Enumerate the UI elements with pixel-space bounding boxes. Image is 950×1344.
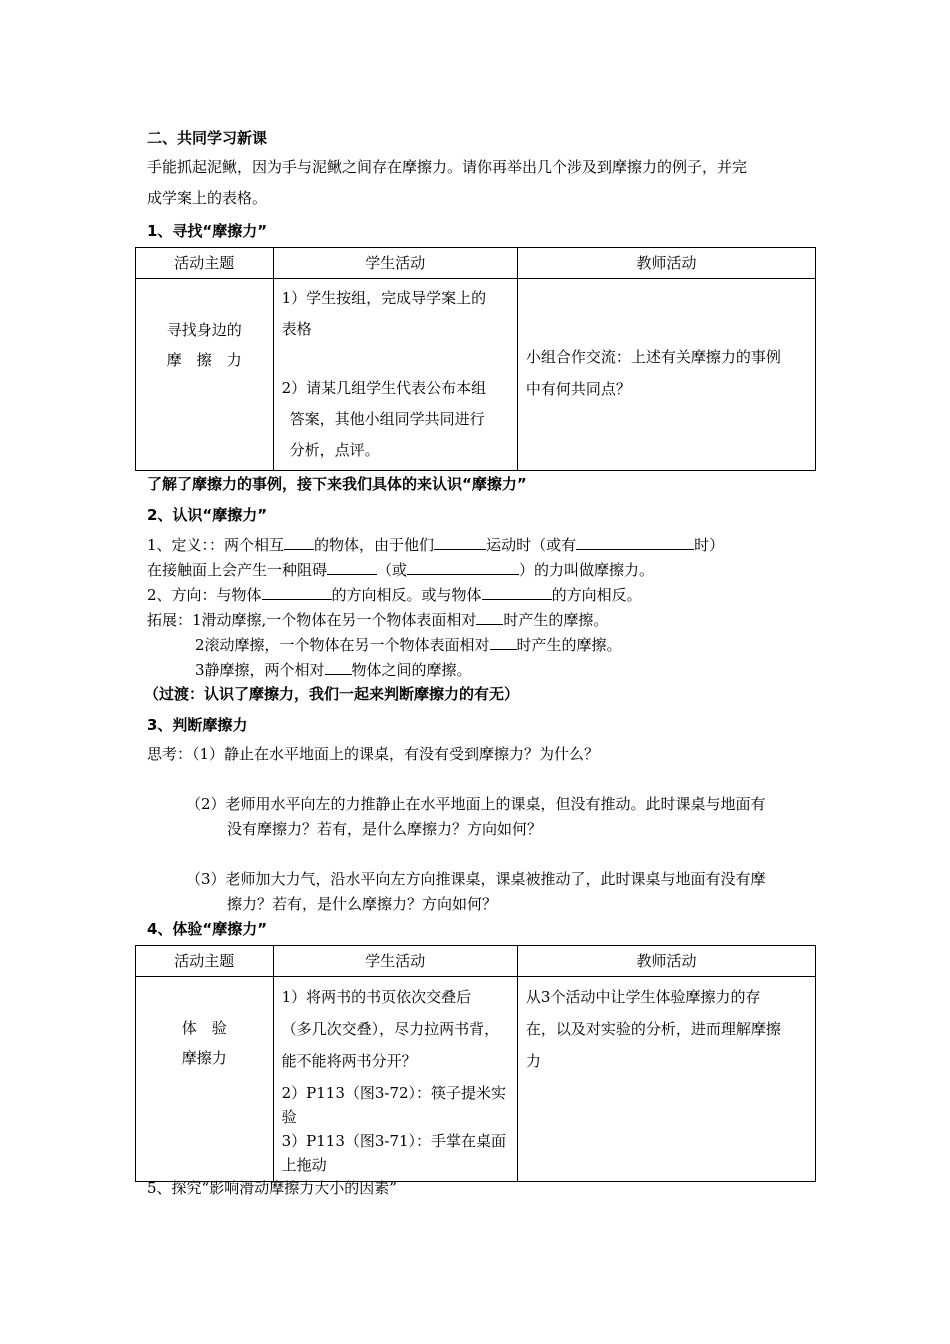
table1-student-1b: 表格 <box>281 320 312 338</box>
table2-student-3a: 3）P113（图3-71）：手掌在桌面 <box>281 1132 507 1150</box>
table1-student-cell <box>273 279 517 471</box>
blank[interactable] <box>325 659 352 675</box>
table1-topic-cell <box>136 279 274 471</box>
table2-student-1a: 1）将两书的书页依次交叠后 <box>281 988 472 1006</box>
table2-header-topic: 活动主题 <box>136 946 274 977</box>
table2-topic-line-2: 摩擦力 <box>181 1049 227 1067</box>
definition-line-2: 在接触面上会产生一种阻碍 （或 ）的力叫做摩擦力。 <box>147 561 655 579</box>
question-3-line-1: （3）老师加大力气，沿水平向左方向推课桌，课桌被推动了，此时课桌与地面有没有摩 <box>186 870 766 888</box>
blank[interactable] <box>434 534 486 550</box>
table2-header-teacher: 教师活动 <box>517 946 815 977</box>
table1-teacher-a: 小组合作交流：上述有关摩擦力的事例 <box>525 348 781 366</box>
table1-student-2a: 2）请某几组学生代表公布本组 <box>281 379 487 397</box>
blank[interactable] <box>576 534 694 550</box>
transition-1: 了解了摩擦力的事例，接下来我们具体的来认识“摩擦力” <box>147 475 527 493</box>
table2-teacher-3: 力 <box>525 1052 541 1070</box>
part1-heading: 1、寻找“摩擦力” <box>147 222 268 240</box>
intro-line-2: 成学案上的表格。 <box>147 189 268 207</box>
table1-header-student: 学生活动 <box>273 248 517 279</box>
table2-student-2b: 验 <box>281 1108 297 1126</box>
blank[interactable] <box>482 584 552 600</box>
table1-topic-line-2: 摩 擦 力 <box>166 351 242 369</box>
question-2-line-2: 没有摩擦力？若有，是什么摩擦力？方向如何？ <box>227 820 543 838</box>
think-question-1: 思考：（1）静止在水平地面上的课桌，有没有受到摩擦力？为什么？ <box>147 745 600 763</box>
table1-student-2b: 答案，其他小组同学共同进行 <box>289 410 485 428</box>
table1-teacher-cell <box>517 279 815 471</box>
table2-student-2a: 2）P113（图3-72）：筷子提米实 <box>281 1084 507 1102</box>
table1-header-topic: 活动主题 <box>136 248 274 279</box>
blank[interactable] <box>476 609 503 625</box>
table2-student-cell <box>273 977 517 1182</box>
blank[interactable] <box>262 584 332 600</box>
table1-teacher-b: 中有何共同点？ <box>525 380 631 398</box>
definition-line-1: 1、定义：：两个相互 的物体，由于他们 运动时（或有 时） <box>147 536 725 554</box>
part3-heading: 3、判断摩擦力 <box>147 716 248 734</box>
table2-header-student: 学生活动 <box>273 946 517 977</box>
extension-line-3: 3静摩擦，两个相对 物体之间的摩擦。 <box>195 661 472 679</box>
table1-student-1a: 1）学生按组，完成导学案上的 <box>281 289 487 307</box>
part4-heading: 4、体验“摩擦力” <box>147 920 268 938</box>
direction-line: 2、方向：与物体 的方向相反。或与物体 的方向相反。 <box>147 586 642 604</box>
table2-student-1b: （多几次交叠），尽力拉两书背， <box>281 1020 500 1038</box>
blank[interactable] <box>327 559 377 575</box>
blank[interactable] <box>490 634 517 650</box>
blank[interactable] <box>284 534 314 550</box>
table2-teacher-2: 在，以及对实验的分析，进而理解摩擦 <box>525 1020 781 1038</box>
part4-table <box>135 945 816 1182</box>
table2-topic-cell <box>136 977 274 1182</box>
table1-header-teacher: 教师活动 <box>517 248 815 279</box>
section-heading: 二、共同学习新课 <box>147 129 268 147</box>
part5-heading: 5、探究“影响滑动摩擦力大小的因素” <box>147 1179 397 1197</box>
table1-topic-line-1: 寻找身边的 <box>166 321 242 339</box>
table2-teacher-cell <box>517 977 815 1182</box>
extension-line-2: 2滚动摩擦，一个物体在另一个物体表面相对 时产生的摩擦。 <box>195 636 622 654</box>
table2-teacher-1: 从3个活动中让学生体验摩擦力的存 <box>525 988 761 1006</box>
question-3-line-2: 擦力？若有，是什么摩擦力？方向如何？ <box>227 895 498 913</box>
table2-student-3b: 上拖动 <box>281 1156 327 1174</box>
part2-heading: 2、认识“摩擦力” <box>147 506 268 524</box>
table1-student-2c: 分析，点评。 <box>289 441 380 459</box>
intro-line-1: 手能抓起泥鳅，因为手与泥鳅之间存在摩擦力。请你再举出几个涉及到摩擦力的例子，并完 <box>147 158 748 176</box>
extension-line-1: 拓展：1滑动摩擦,一个物体在另一个物体表面相对 时产生的摩擦。 <box>147 611 609 629</box>
table2-topic-line-1: 体 验 <box>181 1019 227 1037</box>
part1-table <box>135 247 816 471</box>
transition-2: （过渡：认识了摩擦力，我们一起来判断摩擦力的有无） <box>144 685 520 703</box>
blank[interactable] <box>407 559 519 575</box>
table2-student-1c: 能不能将两书分开？ <box>281 1052 417 1070</box>
question-2-line-1: （2）老师用水平向左的力推静止在水平地面上的课桌，但没有推动。此时课桌与地面有 <box>186 795 766 813</box>
